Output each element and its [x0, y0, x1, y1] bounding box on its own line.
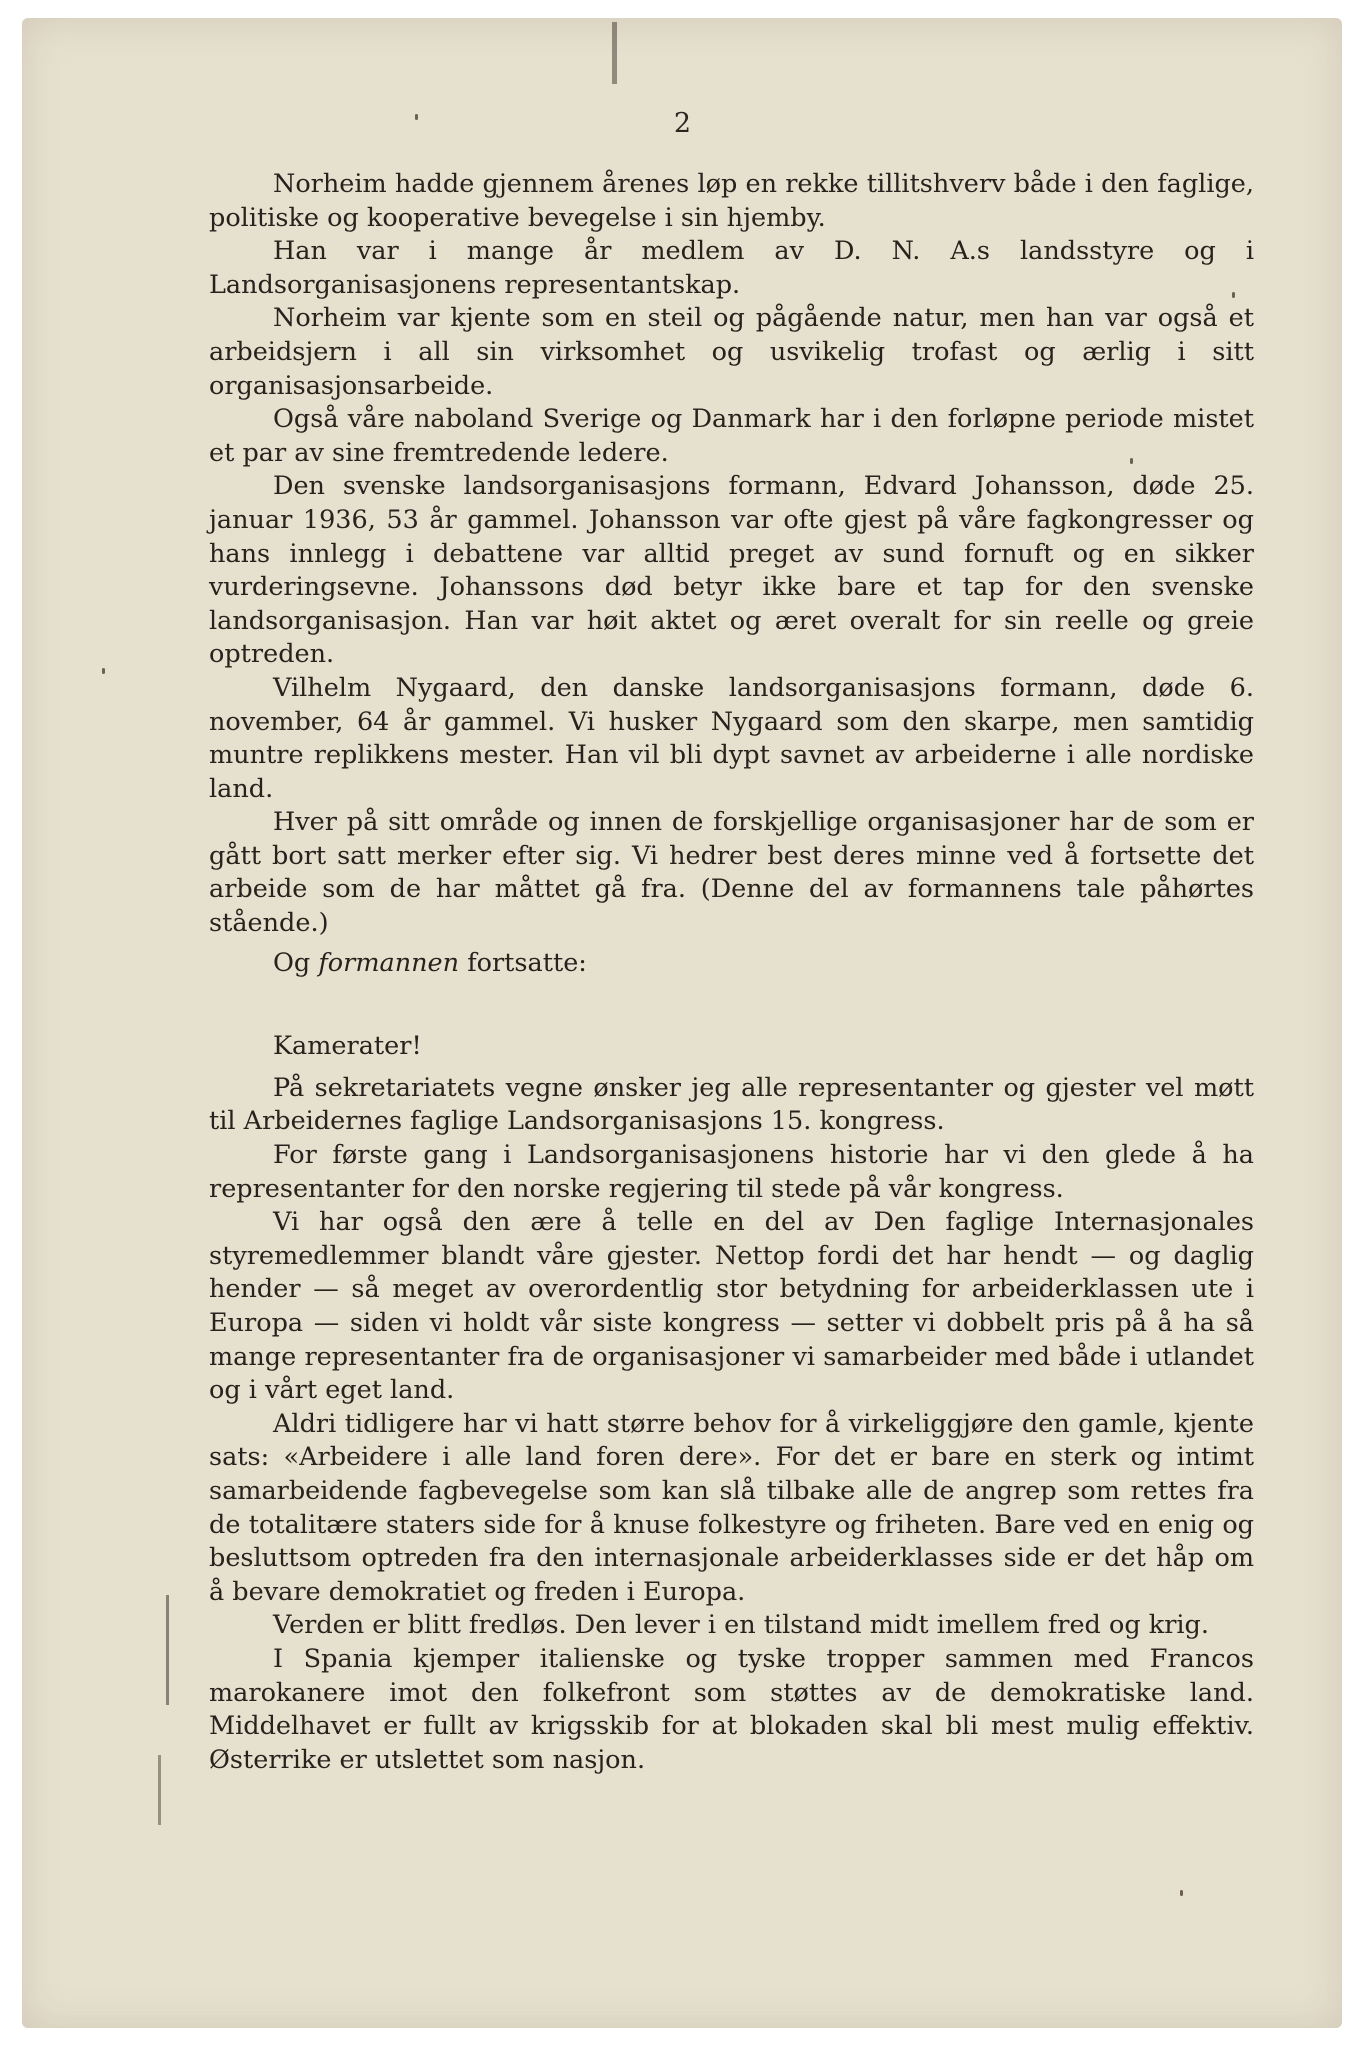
paragraph: Også våre naboland Sverige og Danmark har i den forløpne periode mistet et par av sine fremtredende ledere.	[209, 404, 1254, 468]
margin-pencil-line-lower	[158, 1755, 161, 1825]
paragraph: Vilhelm Nygaard, den danske landsorganisasjons formann, døde 6. november, 64 år gammel. Vi husker Nygaard som den skarpe, men samtidig muntre replikkens mester. Han vil bli dypt savnet av arbeiderne i alle nordiske land.	[209, 672, 1254, 804]
paragraph: Norheim var kjente som en steil og pågående natur, men han var også et arbeidsjern i all sin virksomhet og usvikelig trofast og ærlig i sitt organisasjonsarbeide.	[209, 303, 1254, 401]
speech-paragraph: På sekretariatets vegne ønsker jeg alle representanter og gjester vel møtt til Arbeidernes faglige Landsorganisasjons 15. kongress.	[209, 1072, 1254, 1137]
paragraph: Han var i mange år medlem av D. N. A.s landsstyre og i Landsorganisasjonens representantskap.	[209, 236, 1254, 300]
speck	[102, 668, 105, 674]
intro-prefix: Og	[273, 947, 311, 978]
speech-intro	[209, 947, 1254, 981]
speech-paragraph: For første gang i Landsorganisasjonens historie har vi den glede å ha representanter for den norske regjering til stede på vår kongress.	[209, 1140, 1254, 1204]
page-number: 2	[673, 108, 692, 139]
document-body	[209, 168, 1254, 1777]
speech-paragraph: Verden er blitt fredløs. Den lever i en tilstand midt imellem fred og krig.	[273, 1610, 1209, 1641]
speech-paragraph: I Spania kjemper italienske og tyske tropper sammen med Francos marokanere imot den folkefront som støttes av de demokratiske land. Middelhavet er fullt av krigsskib for at blokaden skal bli mest mulig effektiv. Østerrike er utslettet som nasjon.	[209, 1643, 1254, 1775]
speck	[1180, 1890, 1183, 1896]
speech-paragraph: Aldri tidligere har vi hatt større behov for å virkeliggjøre den gamle, kjente sats: «Arbeidere i alle land foren dere». For det er bare en sterk og intimt samarbeidende fagbevegelse som kan slå tilbake alle de angrep som rettes fra de totalitære staters side for å knuse folkestyre og friheten. Bare ved en enig og besluttsom optreden fra den internasjonale arbeiderklasses side er det håp om å bevare demokratiet og freden i Europa.	[209, 1408, 1254, 1607]
speech-paragraph: Vi har også den ære å telle en del av Den faglige Internasjonales styremedlemmer blandt våre gjester. Nettop fordi det har hendt — og daglig hender — så meget av overordentlig stor betydning for arbeiderklassen ute i Europa — siden vi holdt vår siste kongress — setter vi dobbelt pris på å ha så mange representanter fra de organisasjoner vi samarbeider med både i utlandet og i vårt eget land.	[209, 1207, 1254, 1406]
margin-pencil-line	[166, 1595, 169, 1705]
paragraph: Norheim hadde gjennem årenes løp en rekke tillitshverv både i den faglige, politiske og kooperative bevegelse i sin hjemby.	[209, 169, 1254, 233]
intro-speaker: formannen	[318, 947, 460, 978]
paragraph: Hver på sitt område og innen de forskjellige organisasjoner har de som er gått bort satt merker efter sig. Vi hedrer best deres minne ved å fortsette det arbeide som de har måttet gå fra. (Denne del av formannens tale påhørtes stående.)	[209, 807, 1254, 939]
intro-suffix: fortsatte:	[467, 947, 587, 978]
binding-mark-top	[612, 22, 617, 84]
salutation: Kamerater!	[273, 1031, 422, 1062]
paragraph: Den svenske landsorganisasjons formann, Edvard Johansson, døde 25. januar 1936, 53 år gammel. Johansson var ofte gjest på våre fagkongresser og hans innlegg i debattene var alltid preget av sund fornuft og en sikker vurderingsevne. Johanssons død betyr ikke bare et tap for den svenske landsorganisasjon. Han var høit aktet og æret overalt for sin reelle og greie optreden.	[209, 471, 1254, 670]
